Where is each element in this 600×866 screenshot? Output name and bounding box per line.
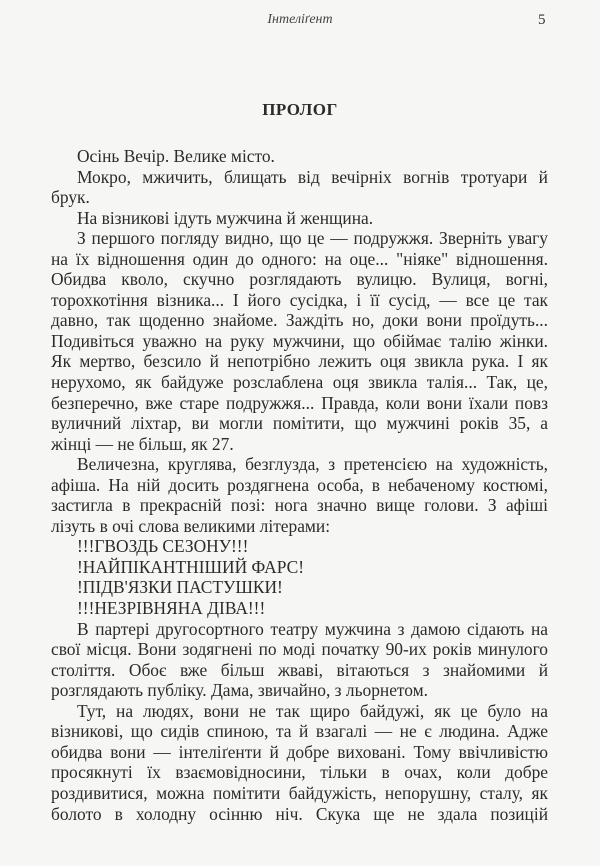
text-line: на їх відношення один до одного: на оце... "ніяке" відношення.: [51, 248, 548, 269]
text-line: Як мертво, безсило й непотрібно лежить оця звикла рука. І як: [51, 351, 548, 372]
paragraph: [51, 577, 548, 598]
body-text: [51, 146, 548, 824]
paragraph: [51, 701, 548, 824]
text-line: лізуть в очі слова великими літерами:: [51, 515, 331, 536]
text-line: застигла в прекрасній позі: нога значно вище голови. З афіші: [51, 495, 548, 516]
text-line: Мокро, мжичить, блищать від вечірніх вогнів тротуари й: [77, 166, 548, 187]
text-line: свої місця. Вони зодягнені по моді початку 90-их років минулого: [51, 639, 548, 660]
text-line: розглядають публіку. Дама, звичайно, з льорнетом.: [51, 680, 429, 701]
paragraph: [51, 536, 548, 557]
text-line: !ПІДВ'ЯЗКИ ПАСТУШКИ!: [77, 577, 283, 598]
text-line: В партері другосортного театру мужчина з дамою сідають на: [77, 618, 548, 639]
text-line: візникові, що сидів спиною, та й взагалі — не є людина. Адже: [51, 721, 548, 742]
text-line: Тут, на людях, вони не так щиро байдужі, як це було на: [77, 700, 548, 721]
text-line: Подивіться уважно на руку мужчини, що обіймає талію жінки.: [51, 330, 548, 351]
text-line: Осінь Вечір. Велике місто.: [77, 146, 275, 166]
text-line: безперечно, вже старе подружжя... Правда, коли вони їхали повз: [51, 392, 548, 413]
page-number: 5: [538, 12, 546, 28]
text-line: афіша. На ній досить роздягнена особа, в небаченому костюмі,: [51, 474, 548, 495]
text-line: обидва вони — інтеліґенти й добре виховані. Тому ввічливістю: [51, 741, 548, 762]
text-line: просякнуті їх взаємовідносини, тільки в очах, коли добре: [51, 762, 548, 783]
text-line: вуличний ліхтар, ви могли помітити, що мужчині років 35, а: [51, 413, 548, 434]
paragraph: [51, 167, 548, 208]
text-line: Обидва кволо, скучно розглядають вулицю. Вулиця, вогні,: [51, 269, 548, 290]
text-line: На візникові ідуть мужчина й женщина.: [77, 207, 374, 228]
paragraph: [51, 228, 548, 454]
text-line: століття. Обоє вже більш жваві, вітаються з знайомими й: [51, 659, 548, 680]
text-line: !!!ГВОЗДЬ СЕЗОНУ!!!: [77, 536, 249, 557]
paragraph: [51, 557, 548, 578]
paragraph: [51, 454, 548, 536]
text-line: Величезна, круглява, безглузда, з претенсією на художність,: [77, 454, 548, 475]
text-line: болото в холодну осінню ніч. Скука ще не здала позицій: [51, 803, 548, 824]
running-head-title: Інтеліґент: [267, 12, 333, 27]
paragraph: [51, 146, 548, 167]
text-line: торохкотіння візника... І його сусідка, і її сусід, — все це так: [51, 289, 548, 310]
text-line: !!!НЕЗРІВНЯНА ДІВА!!!: [77, 598, 266, 619]
text-line: З першого погляду видно, що це — подружжя. Зверніть увагу: [77, 228, 548, 249]
paragraph: [51, 619, 548, 701]
text-line: жінці — не більш, як 27.: [51, 433, 234, 454]
paragraph: [51, 208, 548, 229]
text-line: !НАЙПІКАНТНІШИЙ ФАРС!: [77, 556, 304, 577]
text-line: брук.: [51, 187, 90, 208]
text-line: роздивитися, можна помітити байдужість, непорушну, сталу, як: [51, 782, 548, 803]
chapter-title: ПРОЛОГ: [262, 100, 338, 119]
text-line: нерухомо, як байдуже розслаблена оця звикла талія... Так, це,: [51, 372, 548, 393]
paragraph: [51, 598, 548, 619]
text-line: давно, так щоденно знайоме. Заждіть но, доки вони проїдуть...: [51, 310, 548, 331]
